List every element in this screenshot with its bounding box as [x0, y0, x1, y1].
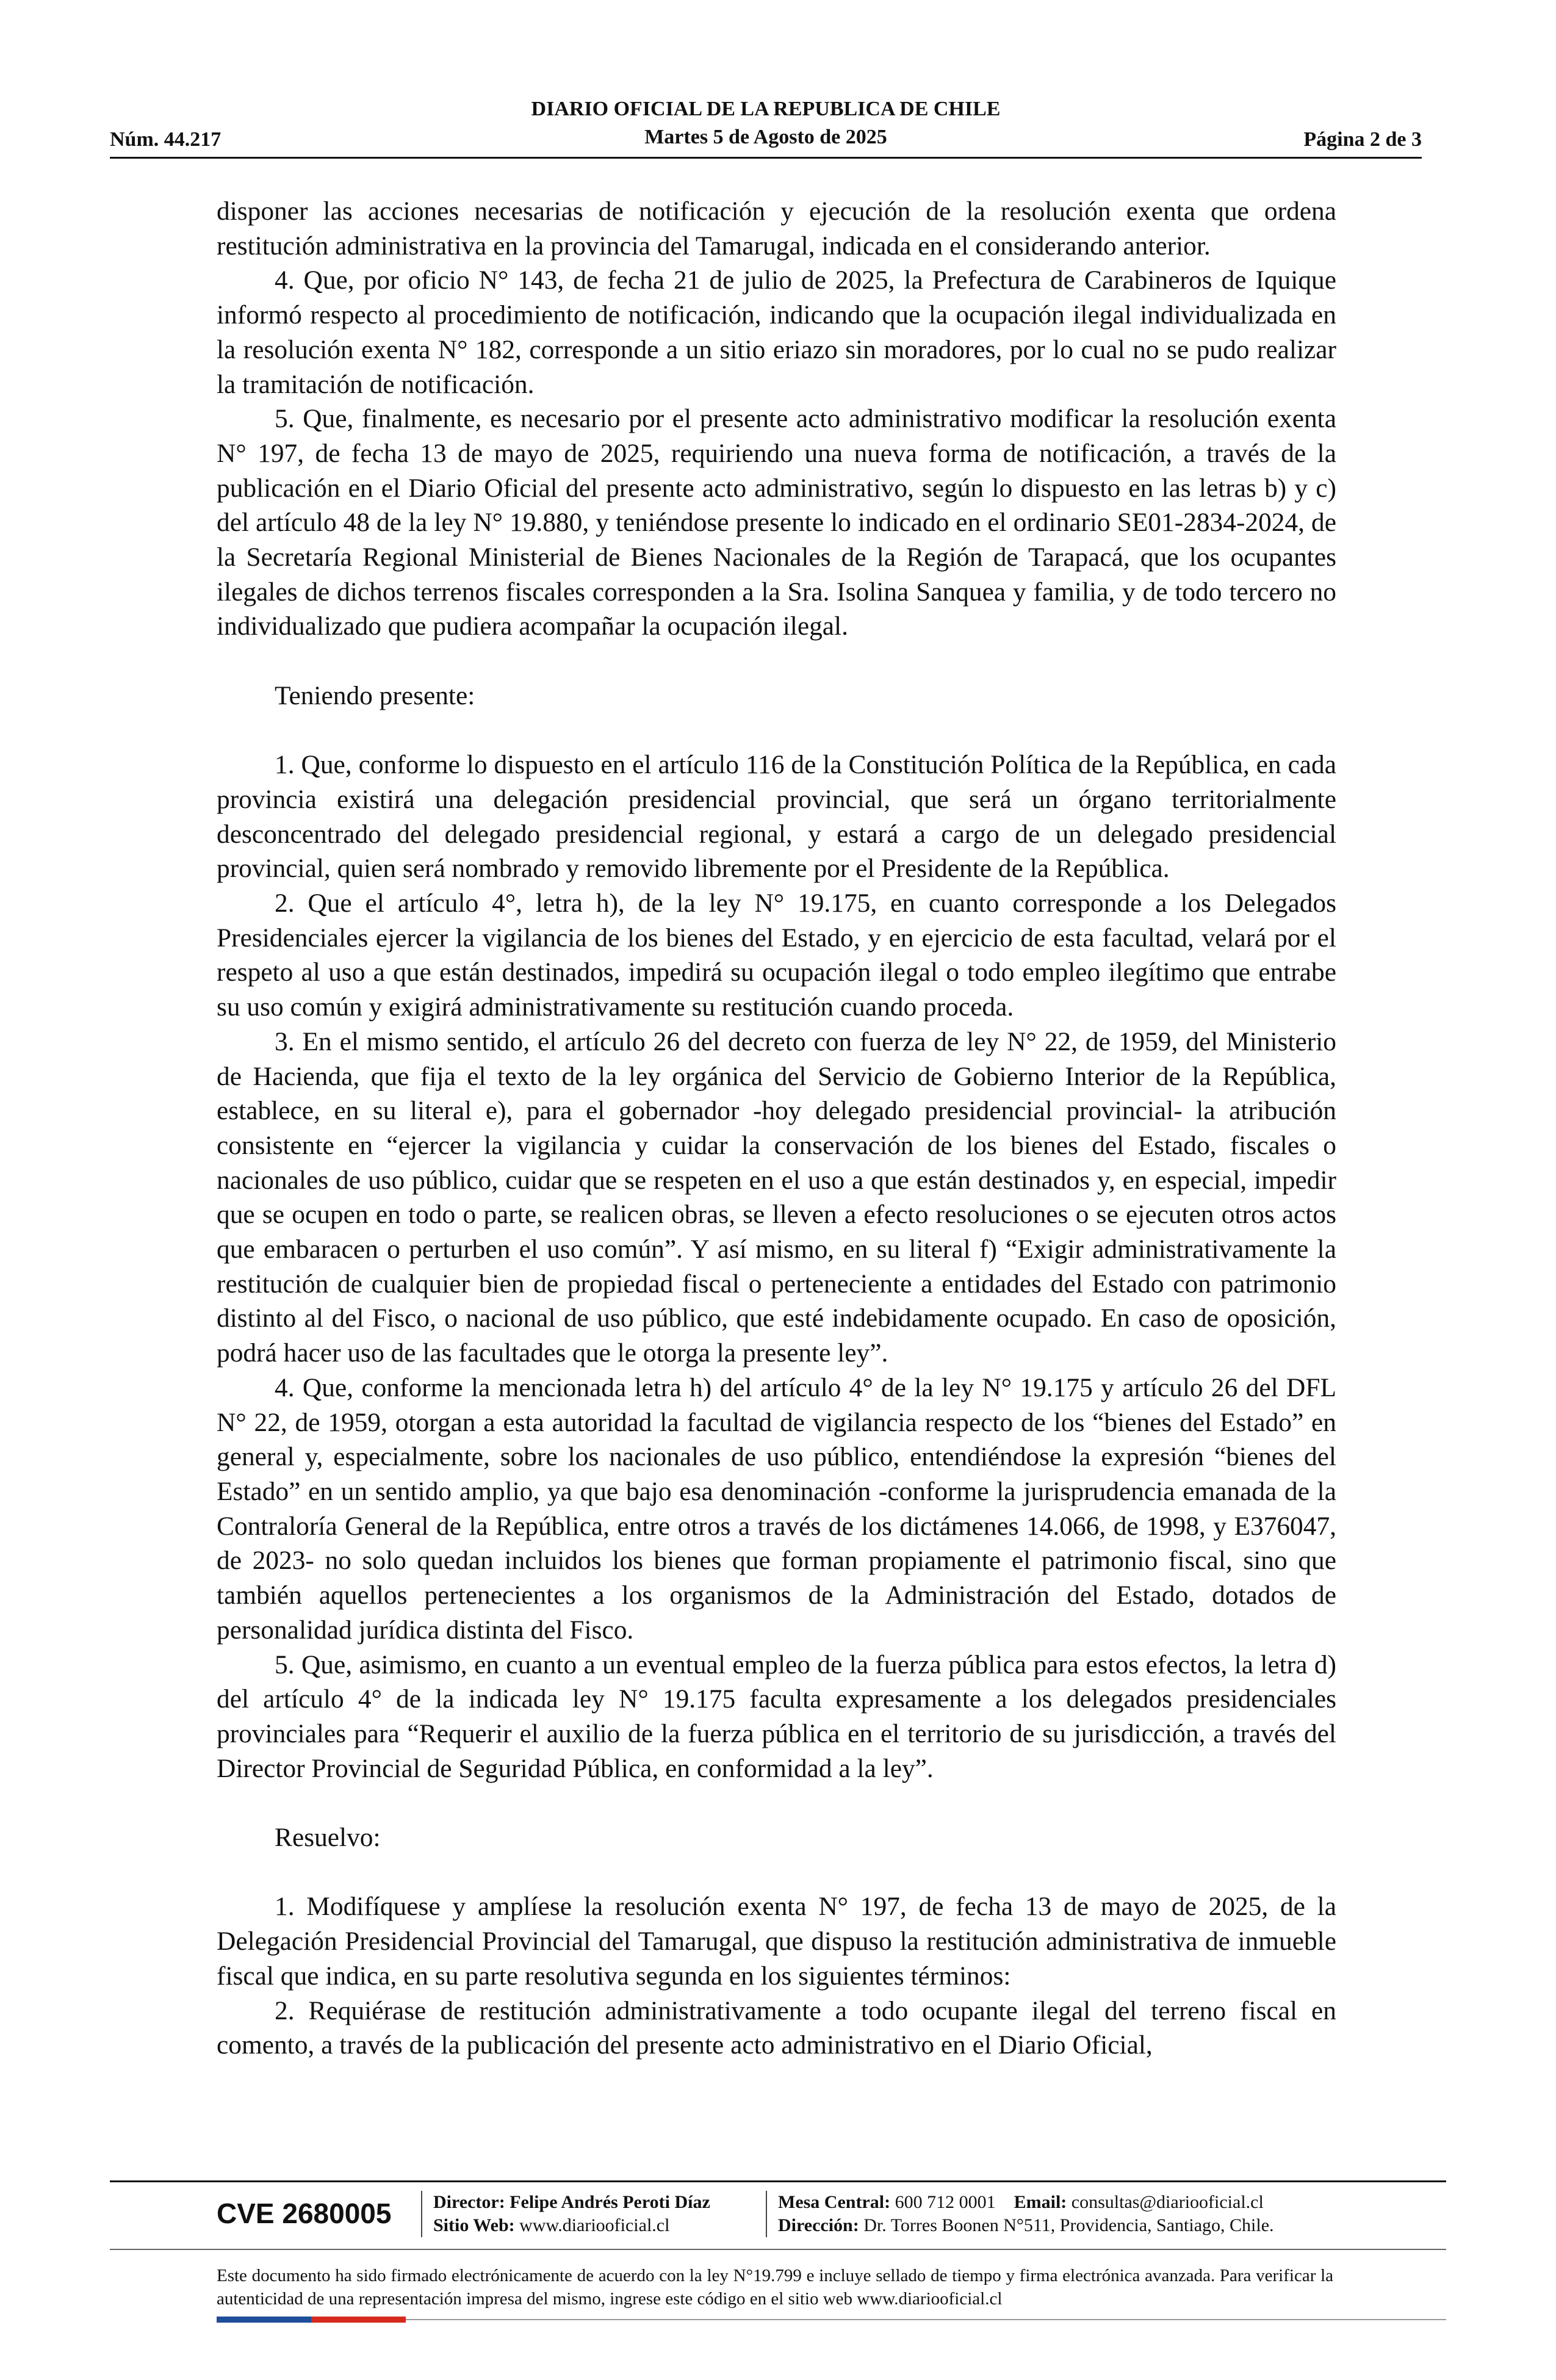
paragraph: 2. Requiérase de restitución administrativamente a todo ocupante ilegal del terreno fiscal en comento, a través de la publicación del presente acto administrativo en el Diario Oficial, [217, 1996, 1336, 2060]
flag-segment [217, 2317, 264, 2323]
paragraph: 4. Que, por oficio N° 143, de fecha 21 de julio de 2025, la Prefectura de Carabineros de Iquique informó respecto al procedimiento de notificación, indicando que la ocupación ilegal individualizada en la resolución exenta N° 182, corresponde a un sitio eriazo sin moradores, por lo cual no se pudo realizar la tramitación de notificación. [217, 265, 1336, 399]
cve-code: CVE 2680005 [217, 2198, 392, 2229]
footer-contact-info [766, 2191, 1274, 2237]
section-heading: Teniendo presente: [275, 680, 475, 710]
footer-divider [110, 2180, 1446, 2182]
director-label: Director: [433, 2192, 505, 2212]
issue-number: Núm. 44.217 [110, 128, 222, 151]
header-center [110, 95, 1422, 151]
phone-number: 600 712 0001 [895, 2192, 996, 2212]
page-number: Página 2 de 3 [1303, 128, 1422, 151]
address-label: Dirección: [778, 2215, 859, 2235]
email-label: Email: [1014, 2192, 1067, 2212]
header-divider [110, 157, 1422, 159]
footer-divider [406, 2319, 1446, 2320]
flag-segment [359, 2317, 406, 2323]
paragraph: 3. En el mismo sentido, el artículo 26 del decreto con fuerza de ley N° 22, de 1959, del Ministerio de Hacienda, que fija el texto de la ley orgánica del Servicio de Gobierno Interior de la República, establece, en su literal e), para el gobernador -hoy delegado presidencial provincial- la atribución consistente en “ejercer la vigilancia y cuidar la conservación de los bienes del Estado, fiscales o nacionales de uso público, cuidar que se respeten en el uso a que están destinados y, en especial, impedir que se ocupen en todo o parte, se realicen obras, se lleven a efecto resoluciones o se ejecuten otros actos que embaracen o perturben el uso común”. Y así mismo, en su literal f) “Exigir administrativamente la restitución de cualquier bien de propiedad fiscal o perteneciente a entidades del Estado con patrimonio distinto al del Fisco, o nacional de uso público, que esté indebidamente ocupado. En caso de oposición, podrá hacer uso de las facultades que le otorga la presente ley”. [217, 1026, 1336, 1368]
phone-label: Mesa Central: [778, 2192, 891, 2212]
footer-director-info [421, 2191, 710, 2237]
section-heading: Resuelvo: [275, 1823, 381, 1852]
paragraph: 5. Que, finalmente, es necesario por el presente acto administrativo modificar la resolución exenta N° 197, de fecha 13 de mayo de 2025, requiriendo una nueva forma de notificación, a través de la publicación en el Diario Oficial del presente acto administrativo, según lo dispuesto en las letras b) y c) del artículo 48 de la ley N° 19.880, y teniéndose presente lo indicado en el ordinario SE01-2834-2024, de la Secretaría Regional Ministerial de Bienes Nacionales de la Región de Tarapacá, que los ocupantes ilegales de dichos terrenos fiscales corresponden a la Sra. Isolina Sanquea y familia, y de todo tercero no individualizado que pudiera acompañar la ocupación ilegal. [217, 404, 1336, 641]
flag-segment [264, 2317, 312, 2323]
page-header [110, 92, 1422, 159]
website-label: Sitio Web: [433, 2215, 515, 2235]
director-name: Felipe Andrés Peroti Díaz [510, 2192, 710, 2212]
publication-date: Martes 5 de Agosto de 2025 [644, 126, 887, 148]
paragraph: 5. Que, asimismo, en cuanto a un eventual empleo de la fuerza pública para estos efectos, la letra d) del artículo 4° de la indicada ley N° 19.175 faculta expresamente a los delegados presidenciales provinciales para “Requerir el auxilio de la fuerza pública en el territorio de su jurisdicción, a través del Director Provincial de Seguridad Pública, en conformidad a la ley”. [217, 1650, 1336, 1783]
email-link[interactable]: consultas@diariooficial.cl [1071, 2192, 1264, 2212]
address-text: Dr. Torres Boonen N°511, Providencia, Santiago, Chile. [863, 2215, 1274, 2235]
paragraph: disponer las acciones necesarias de notificación y ejecución de la resolución exenta que ordena restitución administrativa en la provincia del Tamarugal, indicada en el considerando anterior. [217, 197, 1336, 261]
footer-divider [110, 2249, 1446, 2250]
flag-segment [311, 2317, 359, 2323]
paragraph: 2. Que el artículo 4°, letra h), de la ley N° 19.175, en cuanto corresponde a los Delegados Presidenciales ejercer la vigilancia de los bienes del Estado, y en ejercicio de esta facultad, velará por el respeto al uso a que están destinados, impedirá su ocupación ilegal o todo empleo ilegítimo que entrabe su uso común y exigirá administrativamente su restitución cuando proceda. [217, 889, 1336, 1022]
flag-color-bar [217, 2317, 406, 2323]
paragraph: 1. Modifíquese y amplíese la resolución exenta N° 197, de fecha 13 de mayo de 2025, de la Delegación Presidencial Provincial del Tamarugal, que dispuso la restitución administrativa de inmueble fiscal que indica, en su parte resolutiva segunda en los siguientes términos: [217, 1892, 1336, 1991]
document-body [217, 194, 1336, 2063]
legal-notice: Este documento ha sido firmado electrónicamente de acuerdo con la ley N°19.799 e incluye sellado de tiempo y firma electrónica avanzada. Para verificar la autenticidad de una representación impresa del mismo, ingrese este código en el sitio web www.diariooficial.cl [217, 2266, 1333, 2309]
website-link[interactable]: www.diariooficial.cl [519, 2215, 670, 2235]
paragraph: 1. Que, conforme lo dispuesto en el artículo 116 de la Constitución Política de la República, en cada provincia existirá una delegación presidencial provincial, que será un órgano territorialmente desconcentrado del delegado presidencial regional, y estará a cargo de un delegado presidencial provincial, quien será nombrado y removido libremente por el Presidente de la República. [217, 750, 1336, 884]
paragraph: 4. Que, conforme la mencionada letra h) del artículo 4° de la ley N° 19.175 y artículo 26 del DFL N° 22, de 1959, otorgan a esta autoridad la facultad de vigilancia respecto de los “bienes del Estado” en general y, especialmente, sobre los nacionales de uso público, entendiéndose la expresión “bienes del Estado” en un sentido amplio, ya que bajo esa denominación -conforme la jurisprudencia emanada de la Contraloría General de la República, entre otros a través de los dictámenes 14.066, de 1998, y E376047, de 2023- no solo quedan incluidos los bienes que forman propiamente el patrimonio fiscal, sino que también aquellos pertenecientes a los organismos de la Administración del Estado, dotados de personalidad jurídica distinta del Fisco. [217, 1372, 1336, 1645]
publication-title: DIARIO OFICIAL DE LA REPUBLICA DE CHILE [531, 98, 1001, 120]
